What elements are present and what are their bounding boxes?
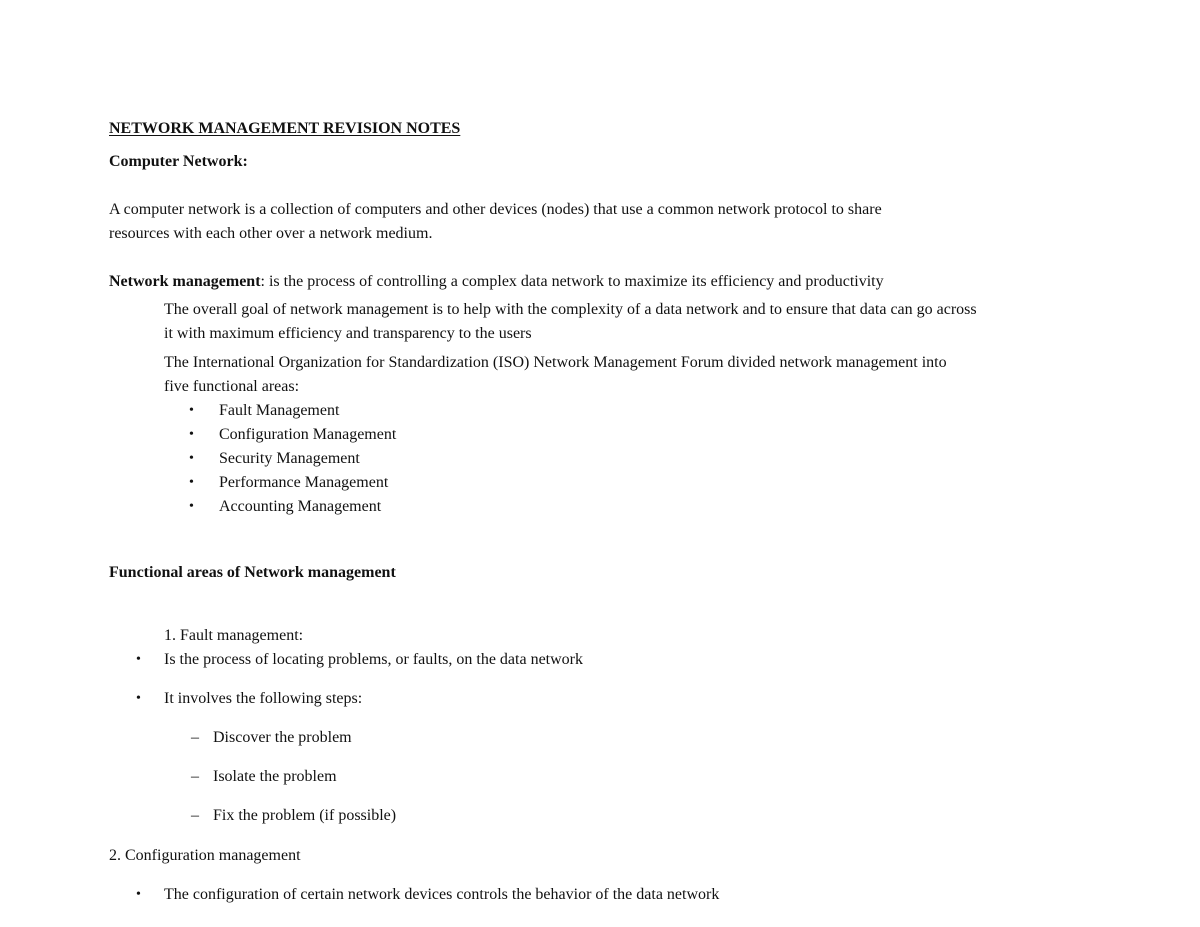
list-item: The configuration of certain network devices controls the behavior of the data network bbox=[164, 886, 720, 903]
bullet-icon: • bbox=[189, 403, 194, 418]
paragraph-line: A computer network is a collection of computers and other devices (nodes) that use a common network protocol to share bbox=[109, 201, 882, 218]
list-item: Accounting Management bbox=[219, 498, 382, 515]
step-item: Isolate the problem bbox=[213, 768, 337, 785]
section-heading-functional-areas: Functional areas of Network management bbox=[109, 564, 396, 581]
list-item: Performance Management bbox=[219, 474, 389, 491]
list-item: Is the process of locating problems, or faults, on the data network bbox=[164, 651, 583, 668]
bullet-icon: • bbox=[189, 451, 194, 466]
definition-text: : is the process of controlling a complex data network to maximize its efficiency and productivity bbox=[260, 273, 884, 290]
step-item: Fix the problem (if possible) bbox=[213, 807, 397, 824]
list-item: Configuration Management bbox=[219, 426, 397, 443]
network-management-definition bbox=[109, 272, 884, 292]
paragraph-line: resources with each other over a network medium. bbox=[109, 225, 433, 242]
paragraph-line: The International Organization for Standardization (ISO) Network Management Forum divided network management into bbox=[164, 354, 947, 371]
subsection-heading-fault-management: 1. Fault management: bbox=[164, 627, 304, 644]
list-item: Security Management bbox=[219, 450, 360, 467]
subsection-heading-configuration-management: 2. Configuration management bbox=[109, 847, 301, 864]
paragraph-line: five functional areas: bbox=[164, 378, 300, 395]
bullet-icon: • bbox=[136, 691, 141, 706]
bullet-icon: • bbox=[189, 427, 194, 442]
paragraph-line: The overall goal of network management is to help with the complexity of a data network and to ensure that data can go across bbox=[164, 301, 977, 318]
dash-icon: – bbox=[191, 768, 199, 785]
definition-term: Network management bbox=[109, 273, 261, 290]
list-item: Fault Management bbox=[219, 402, 340, 419]
step-item: Discover the problem bbox=[213, 729, 352, 746]
document-title: NETWORK MANAGEMENT REVISION NOTES bbox=[109, 120, 461, 137]
paragraph-line: it with maximum efficiency and transparency to the users bbox=[164, 325, 532, 342]
bullet-icon: • bbox=[189, 499, 194, 514]
dash-icon: – bbox=[191, 807, 199, 824]
bullet-icon: • bbox=[136, 887, 141, 902]
dash-icon: – bbox=[191, 729, 199, 746]
bullet-icon: • bbox=[189, 475, 194, 490]
list-item: It involves the following steps: bbox=[164, 690, 363, 707]
section-heading-computer-network: Computer Network: bbox=[109, 153, 248, 170]
bullet-icon: • bbox=[136, 652, 141, 667]
